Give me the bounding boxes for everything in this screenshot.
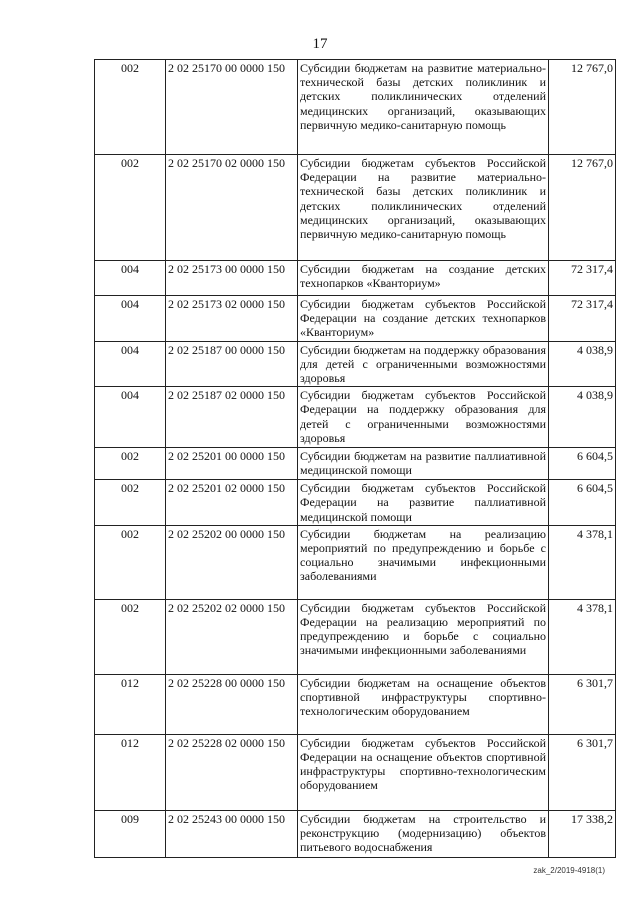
budget-code-cell: 2 02 25173 02 0000 150 xyxy=(166,296,298,342)
document-footer-code: zak_2/2019-4918(1) xyxy=(533,866,605,875)
table-row xyxy=(95,734,616,810)
description-cell: Субсидии бюджетам субъектов Российской Федерации на развитие материально-технической базы детских поликлиник и детских поликлинических отделений медицинских организаций, оказывающих первичную медико-санитарную помощь xyxy=(298,155,549,261)
amount-cell: 4 038,9 xyxy=(549,341,616,387)
table-row xyxy=(95,810,616,857)
amount-cell: 6 301,7 xyxy=(549,734,616,810)
admin-code-cell: 002 xyxy=(95,599,166,674)
table-row xyxy=(95,296,616,342)
table-row xyxy=(95,525,616,599)
description-cell: Субсидии бюджетам на поддержку образования для детей с ограниченными возможностями здоровья xyxy=(298,341,549,387)
amount-cell: 6 301,7 xyxy=(549,674,616,734)
table-row xyxy=(95,341,616,387)
admin-code-cell: 002 xyxy=(95,480,166,526)
table-row xyxy=(95,60,616,155)
admin-code-cell: 004 xyxy=(95,296,166,342)
budget-code-cell: 2 02 25201 00 0000 150 xyxy=(166,448,298,480)
amount-cell: 72 317,4 xyxy=(549,296,616,342)
page-number: 17 xyxy=(312,36,328,52)
description-cell: Субсидии бюджетам на оснащение объектов спортивной инфраструктуры спортивно-технологическим оборудованием xyxy=(298,674,549,734)
table-row xyxy=(95,155,616,261)
amount-cell: 4 378,1 xyxy=(549,525,616,599)
description-cell: Субсидии бюджетам субъектов Российской Федерации на поддержку образования для детей с ограниченными возможностями здоровья xyxy=(298,387,549,448)
admin-code-cell: 002 xyxy=(95,525,166,599)
amount-cell: 6 604,5 xyxy=(549,448,616,480)
admin-code-cell: 012 xyxy=(95,734,166,810)
table-row xyxy=(95,387,616,448)
amount-cell: 4 038,9 xyxy=(549,387,616,448)
admin-code-cell: 012 xyxy=(95,674,166,734)
description-cell: Субсидии бюджетам субъектов Российской Федерации на реализацию мероприятий по предупреждению и борьбе с социально значимыми инфекционными заболеваниями xyxy=(298,599,549,674)
admin-code-cell: 002 xyxy=(95,60,166,155)
budget-code-cell: 2 02 25243 00 0000 150 xyxy=(166,810,298,857)
budget-code-cell: 2 02 25202 00 0000 150 xyxy=(166,525,298,599)
description-cell: Субсидии бюджетам субъектов Российской Федерации на развитие паллиативной медицинской помощи xyxy=(298,480,549,526)
budget-table xyxy=(94,59,616,858)
amount-cell: 12 767,0 xyxy=(549,155,616,261)
table-row xyxy=(95,599,616,674)
amount-cell: 6 604,5 xyxy=(549,480,616,526)
budget-code-cell: 2 02 25228 02 0000 150 xyxy=(166,734,298,810)
budget-code-cell: 2 02 25187 02 0000 150 xyxy=(166,387,298,448)
description-cell: Субсидии бюджетам субъектов Российской Федерации на оснащение объектов спортивной инфраструктуры спортивно-технологическим оборудованием xyxy=(298,734,549,810)
admin-code-cell: 004 xyxy=(95,261,166,296)
description-cell: Субсидии бюджетам на реализацию мероприятий по предупреждению и борьбе с социально значимыми инфекционными заболеваниями xyxy=(298,525,549,599)
description-cell: Субсидии бюджетам на создание детских технопарков «Кванториум» xyxy=(298,261,549,296)
description-cell: Субсидии бюджетам субъектов Российской Федерации на создание детских технопарков «Кванториум» xyxy=(298,296,549,342)
budget-code-cell: 2 02 25228 00 0000 150 xyxy=(166,674,298,734)
budget-code-cell: 2 02 25170 00 0000 150 xyxy=(166,60,298,155)
admin-code-cell: 009 xyxy=(95,810,166,857)
admin-code-cell: 002 xyxy=(95,155,166,261)
budget-code-cell: 2 02 25170 02 0000 150 xyxy=(166,155,298,261)
admin-code-cell: 002 xyxy=(95,448,166,480)
table-row xyxy=(95,448,616,480)
budget-code-cell: 2 02 25173 00 0000 150 xyxy=(166,261,298,296)
amount-cell: 72 317,4 xyxy=(549,261,616,296)
admin-code-cell: 004 xyxy=(95,387,166,448)
amount-cell: 12 767,0 xyxy=(549,60,616,155)
amount-cell: 17 338,2 xyxy=(549,810,616,857)
table-row xyxy=(95,674,616,734)
amount-cell: 4 378,1 xyxy=(549,599,616,674)
table-row xyxy=(95,480,616,526)
description-cell: Субсидии бюджетам на развитие материально-технической базы детских поликлиник и детских поликлинических отделений медицинских организаций, оказывающих первичную медико-санитарную помощь xyxy=(298,60,549,155)
admin-code-cell: 004 xyxy=(95,341,166,387)
budget-code-cell: 2 02 25201 02 0000 150 xyxy=(166,480,298,526)
description-cell: Субсидии бюджетам на развитие паллиативной медицинской помощи xyxy=(298,448,549,480)
description-cell: Субсидии бюджетам на строительство и реконструкцию (модернизацию) объектов питьевого водоснабжения xyxy=(298,810,549,857)
budget-table-body xyxy=(95,60,616,858)
budget-code-cell: 2 02 25187 00 0000 150 xyxy=(166,341,298,387)
table-row xyxy=(95,261,616,296)
budget-code-cell: 2 02 25202 02 0000 150 xyxy=(166,599,298,674)
